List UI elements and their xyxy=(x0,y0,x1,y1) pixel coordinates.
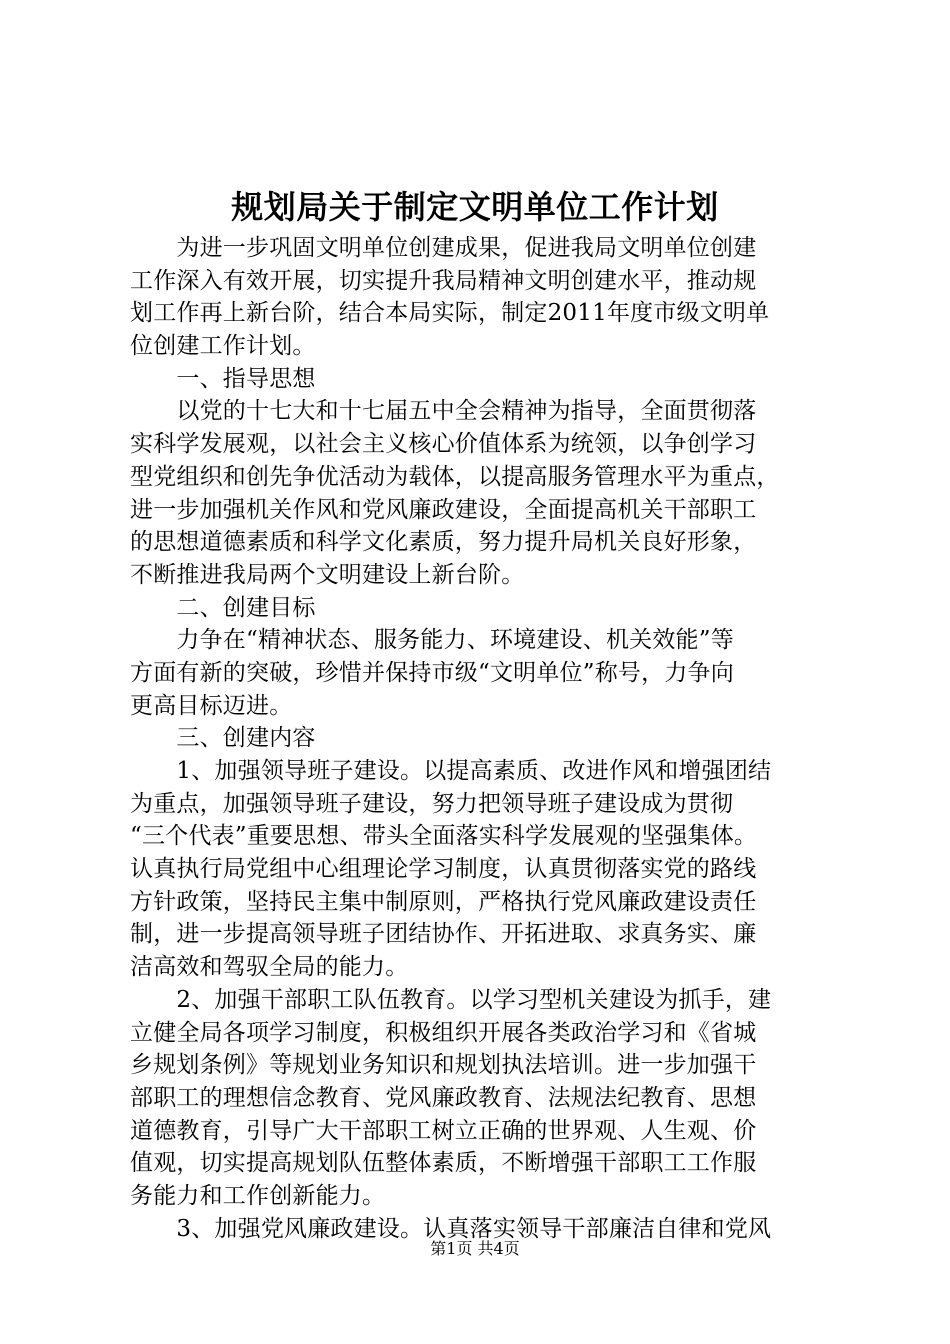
document-body xyxy=(130,232,830,1245)
text-line: 道德教育，引导广大干部职工树立正确的世界观、人生观、价 xyxy=(130,1117,757,1144)
text-line: 认真执行局党组中心组理论学习制度，认真贯彻落实党的路线 xyxy=(130,856,757,883)
text-line: 一、指导思想 xyxy=(130,365,316,392)
text-line: 方面有新的突破，珍惜并保持市级“文明单位”称号，力争向 xyxy=(130,659,734,686)
text-line: 制，进一步提高领导班子团结协作、开拓进取、求真务实、廉 xyxy=(130,921,757,948)
text-line: 二、创建目标 xyxy=(130,594,316,621)
text-line: 的思想道德素质和科学文化素质，努力提升局机关良好形象， xyxy=(130,529,757,556)
text-line: 3、加强党风廉政建设。认真落实领导干部廉洁自律和党风 xyxy=(130,1215,772,1242)
text-line: 不断推进我局两个文明建设上新台阶。 xyxy=(130,561,525,588)
document-title: 规划局关于制定文明单位工作计划 xyxy=(231,188,719,226)
text-line: 值观，切实提高规划队伍整体素质，不断增强干部职工工作服 xyxy=(130,1150,757,1177)
page-footer: 第1页 共4页 xyxy=(430,1239,520,1258)
text-line: 进一步加强机关作风和党风廉政建设，全面提高机关干部职工 xyxy=(130,496,757,523)
text-line: 2、加强干部职工队伍教育。以学习型机关建设为抓手，建 xyxy=(130,986,772,1013)
text-line: “三个代表”重要思想、带头全面落实科学发展观的坚强集体。 xyxy=(130,823,758,850)
text-line: 立健全局各项学习制度，积极组织开展各类政治学习和《省城 xyxy=(130,1019,757,1046)
text-line: 工作深入有效开展，切实提升我局精神文明创建水平，推动规 xyxy=(130,267,757,294)
text-line: 部职工的理想信念教育、党风廉政教育、法规法纪教育、思想 xyxy=(130,1084,757,1111)
text-line: 乡规划条例》等规划业务知识和规划执法培训。进一步加强干 xyxy=(130,1052,757,1079)
text-line: 划工作再上新台阶，结合本局实际，制定2011年度市级文明单 xyxy=(130,300,770,327)
text-line: 三、创建内容 xyxy=(130,725,316,752)
text-line: 型党组织和创先争优活动为载体，以提高服务管理水平为重点， xyxy=(130,463,780,490)
text-line: 实科学发展观，以社会主义核心价值体系为统领，以争创学习 xyxy=(130,431,757,458)
text-line: 更高目标迈进。 xyxy=(130,692,293,719)
text-line: 方针政策，坚持民主集中制原则，严格执行党风廉政建设责任 xyxy=(130,888,757,915)
text-line: 位创建工作计划。 xyxy=(130,333,316,360)
text-line: 力争在“精神状态、服务能力、环境建设、机关效能”等 xyxy=(130,627,734,654)
text-line: 务能力和工作创新能力。 xyxy=(130,1182,386,1209)
text-line: 为进一步巩固文明单位创建成果，促进我局文明单位创建 xyxy=(130,235,757,261)
text-line: 1、加强领导班子建设。以提高素质、改进作风和增强团结 xyxy=(130,758,772,784)
text-line: 以党的十七大和十七届五中全会精神为指导，全面贯彻落 xyxy=(130,398,757,425)
text-line: 为重点，加强领导班子建设，努力把领导班子建设成为贯彻 xyxy=(130,790,734,817)
text-line: 洁高效和驾驭全局的能力。 xyxy=(130,954,409,981)
